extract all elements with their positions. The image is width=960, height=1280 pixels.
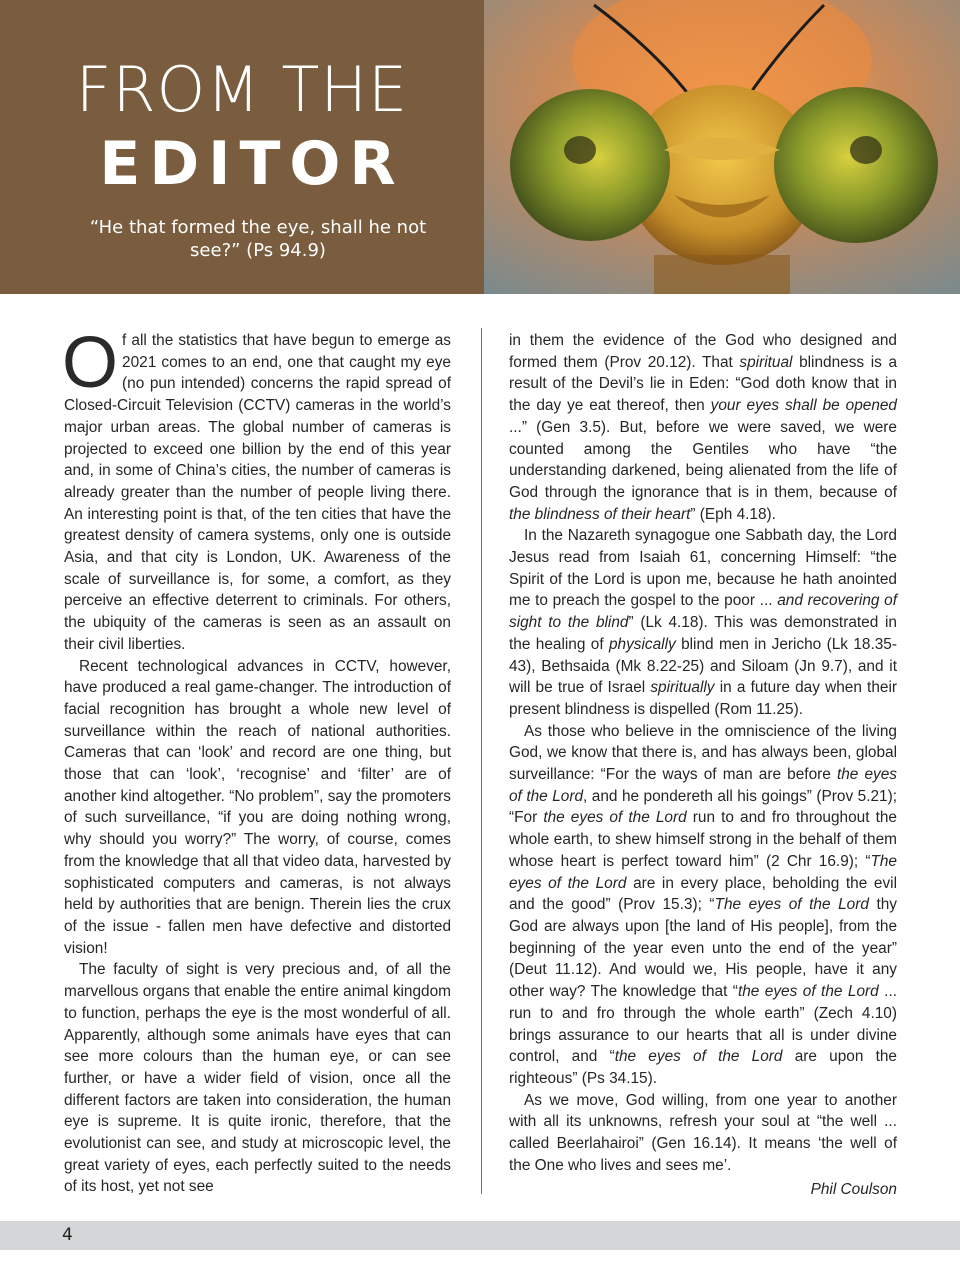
paragraph-6 bbox=[509, 721, 897, 1090]
body-text: are in every place, beholding the evil and the good” (Prov 15.3); “ bbox=[509, 874, 898, 914]
body-text: ...” (Gen 3.5). But, before we were saved, we were counted among the Gentiles who have “the understanding darkened, being alienated from the life of God through the ignorance that is in them, because of bbox=[509, 418, 897, 501]
body-text: in them the evidence of the God who designed and formed them (Prov 20.12). That bbox=[509, 332, 897, 371]
page-number: 4 bbox=[62, 1225, 73, 1245]
paragraph-1 bbox=[62, 323, 451, 656]
body-text: ... run to and fro through the whole earth” (Zech 4.10) brings assurance to our hearts that all is under divine control, and “ bbox=[509, 983, 898, 1066]
body-text: run to and fro throughout the whole earth, to shew himself strong in the behalf of them whose heart is perfect toward him” (2 Chr 16.9); “ bbox=[509, 809, 897, 870]
emphasis-text: the eyes of the Lord bbox=[614, 1048, 783, 1066]
damselfly-photo bbox=[484, 0, 960, 294]
emphasis-text: spiritual bbox=[739, 353, 793, 371]
title-editor: EDITOR bbox=[99, 129, 405, 199]
body-text: As those who believe in the omniscience of the living God, we know that there is, and has always been, global surveillance: “For the ways of man are before bbox=[509, 722, 897, 784]
emphasis-text: spiritually bbox=[650, 679, 715, 697]
emphasis-text: and recovering of sight to the blind bbox=[509, 592, 897, 632]
article-column-right bbox=[509, 330, 897, 1201]
paragraph-5 bbox=[509, 525, 897, 720]
body-text: in a future day when their present blindness is dispelled (Rom 11.25). bbox=[509, 679, 897, 718]
title-from-the: FROM THE bbox=[75, 53, 409, 126]
body-text: are upon the righteous” (Ps 34.15). bbox=[509, 1048, 897, 1087]
body-text: In the Nazareth synagogue one Sabbath day, the Lord Jesus read from Isaiah 61, concerning Himself: “the Spirit of the Lord is upon me, because he hath anointed me to preach the gospel to the poor ... bbox=[509, 527, 897, 610]
header-panel bbox=[0, 0, 484, 294]
body-text: blindness is a result of the Devil’s lie in Eden: “God doth know that in the day ye eat thereof, then bbox=[509, 353, 898, 415]
header-quote: “He that formed the eye, shall he not see?” (Ps 94.9) bbox=[89, 217, 427, 261]
emphasis-text: the eyes of the Lord bbox=[543, 809, 687, 827]
article-column-left bbox=[62, 323, 451, 1198]
body-text: thy God are always upon [the land of His people], from the beginning of the year even unto the end of the year” (Deut 11.12). And would we, His people, have it any other way? The knowledge that “ bbox=[509, 896, 897, 1001]
body-text: blind men in Jericho (Lk 18.35-43), Bethsaida (Mk 8.22-25) and Siloam (Jn 9.7), and it will be true of Israel bbox=[509, 635, 897, 697]
paragraph-2: Recent technological advances in CCTV, however, have produced a real game-changer. The introduction of facial recognition has brought a whole new level of surveillance within the reach of national authorities. Cameras that can ‘look’ and record are one thing, but those that can ‘look’, ‘recognise’ and ‘filter’ are of another kind altogether. “No problem”, say the promoters of such surveillance, “if you are doing nothing wrong, why should you worry?” The worry, of course, comes from the knowledge that all that video data, harvested by sophisticated computers and cameras, is not always held by authorities that are benign. Therein lies the crux of the issue - fallen men have defective and distorted vision! bbox=[64, 657, 451, 957]
emphasis-text: the blindness of their heart bbox=[509, 505, 691, 523]
paragraph-3: The faculty of sight is very precious and, of all the marvellous organs that enable the entire animal kingdom to function, perhaps the eye is the most wonderful of all. Apparently, although some animals have eyes that can see more colours than the human eye, or can see further, or have a wider field of vision, once all the different factors are taken into consideration, the human eye is supreme. It is quite ironic, therefore, that the evolutionist can see, and study at microscopic level, the great variety of eyes, each perfectly suited to the needs of its host, yet not see bbox=[64, 961, 451, 1196]
author-signature: Phil Coulson bbox=[810, 1181, 897, 1199]
paragraph-1-text: f all the statistics that have begun to emerge as 2021 comes to an end, one that caught my eye (no pun intended) concerns the rapid spread of Closed-Circuit Television (CCTV) cameras in the world’s major urban areas. The global number of cameras is projected to exceed one billion by the end of this year and, in some of China’s cities, the number of cameras is already greater than the number of people living there. An interesting point is that, of the ten cities that have the greatest density of camera systems, only one is outside Asia, and that city is London, UK. Awareness of the scale of surveillance is, for some, a comfort, as they perceive an effective deterrent to criminals. For others, the ubiquity of the cameras is seen as an assault on their civil liberties. bbox=[64, 332, 451, 653]
body-text: , and he pondereth all his goings” (Prov 5.21); “For bbox=[509, 787, 897, 827]
body-text: ” (Lk 4.18). This was demonstrated in the healing of bbox=[509, 614, 897, 653]
column-divider bbox=[481, 328, 482, 1194]
drop-cap: O bbox=[62, 323, 119, 403]
emphasis-text: The eyes of the Lord bbox=[509, 852, 897, 892]
emphasis-text: The eyes of the Lord bbox=[714, 896, 869, 914]
body-text: ” (Eph 4.18). bbox=[690, 505, 776, 523]
paragraph-7: As we move, God willing, from one year to another with all its unknowns, refresh your soul at “the well ... called Beerlahairoi” (Gen 16.14). It means ‘the well of the One who lives and sees me’. bbox=[509, 1091, 897, 1174]
emphasis-text: the eyes of the Lord bbox=[737, 983, 879, 1001]
emphasis-text: the eyes of the Lord bbox=[509, 766, 897, 805]
paragraph-4 bbox=[509, 330, 897, 525]
emphasis-text: physically bbox=[608, 635, 676, 653]
emphasis-text: your eyes shall be opened bbox=[710, 397, 897, 415]
footer-band bbox=[0, 1221, 960, 1250]
